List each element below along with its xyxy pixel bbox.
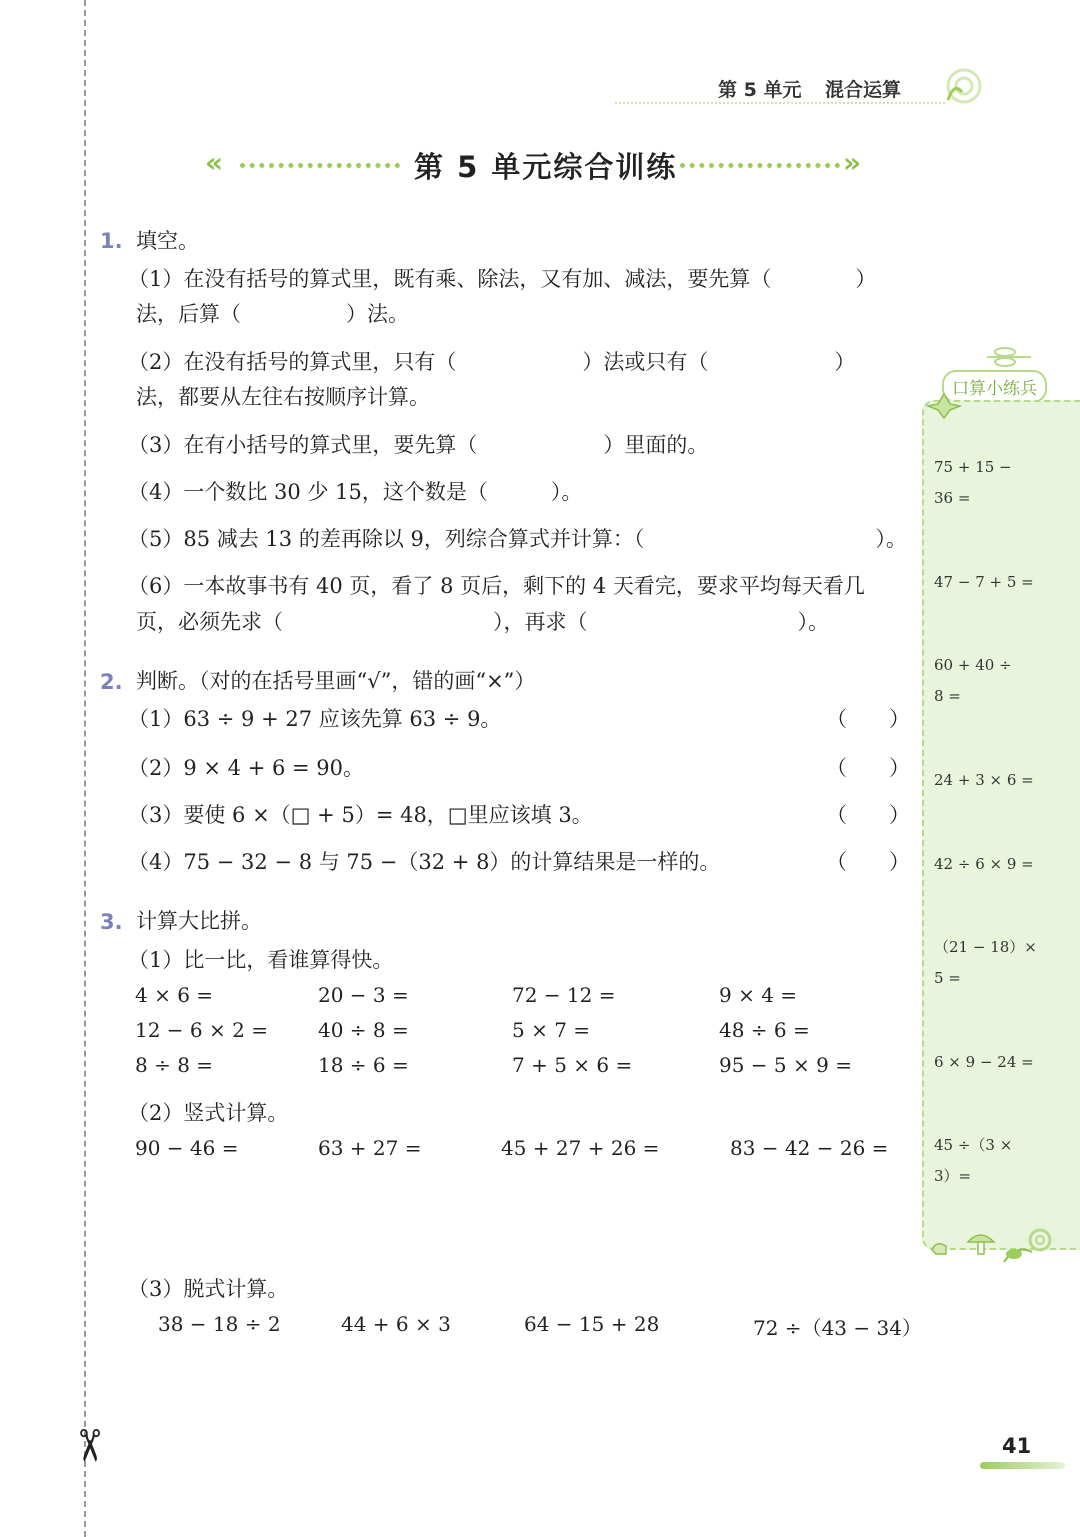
stepwise-problem: 72 ÷（43 − 34）	[753, 1316, 922, 1340]
stepwise-problem: 64 − 15 + 28	[524, 1312, 660, 1336]
q3-part2-label: （2）竖式计算。	[128, 1101, 289, 1125]
vertical-problem: 83 − 42 − 26 =	[730, 1136, 889, 1160]
q1-line: （4）一个数比 30 少 15，这个数是（ ）。	[128, 480, 583, 504]
sidebar-problem: 47 − 7 + 5 =	[934, 573, 1034, 591]
q2-answer-bracket[interactable]: （ ）	[826, 850, 910, 874]
oral-problem: 20 − 3 =	[318, 983, 409, 1007]
q2-answer-bracket[interactable]: （ ）	[826, 756, 910, 780]
q2-item: （4）75 − 32 − 8 与 75 −（32 + 8）的计算结果是一样的。	[128, 850, 721, 874]
oral-problem: 95 − 5 × 9 =	[719, 1053, 852, 1077]
q1-line: （1）在没有括号的算式里，既有乘、除法，又有加、减法，要先算（ ）	[128, 267, 877, 291]
header-underline	[615, 102, 945, 104]
sidebar-title: 口算小练兵	[942, 370, 1047, 403]
sidebar-problem: 75 + 15 −	[934, 458, 1012, 476]
q1-line: 法，都要从左往右按顺序计算。	[136, 385, 430, 409]
title-right-chevron-icon: »	[843, 146, 854, 179]
sidebar-problem: 8 =	[934, 687, 961, 705]
q3-part1-label: （1）比一比，看谁算得快。	[128, 948, 394, 972]
sidebar-problem: 5 =	[934, 969, 961, 987]
mushroom-vine-icon	[928, 1222, 1058, 1266]
q1-stem: 填空。	[136, 229, 199, 253]
leaf-decoration-icon	[940, 62, 984, 108]
vertical-problem: 45 + 27 + 26 =	[501, 1136, 660, 1160]
dragonfly-icon	[985, 345, 1035, 369]
q2-item: （3）要使 6 ×（□ + 5）= 48，□里应该填 3。	[128, 803, 593, 827]
sidebar-problem: 42 ÷ 6 × 9 =	[934, 855, 1034, 873]
q1-line: 页，必须先求（ ），再求（ ）。	[136, 610, 829, 634]
sidebar-panel	[922, 400, 1080, 1250]
oral-problem: 12 − 6 × 2 =	[135, 1018, 268, 1042]
title-right-dots	[680, 163, 840, 168]
q1-number: 1.	[100, 229, 123, 253]
vertical-problem: 90 − 46 =	[135, 1136, 239, 1160]
q2-item: （2）9 × 4 + 6 = 90。	[128, 756, 365, 780]
sidebar-problem: 36 =	[934, 489, 971, 507]
oral-problem: 40 ÷ 8 =	[318, 1018, 409, 1042]
oral-problem: 48 ÷ 6 =	[719, 1018, 810, 1042]
page-number-bar	[980, 1462, 1065, 1469]
sidebar-problem: （21 − 18）×	[934, 938, 1037, 956]
page-number: 41	[1002, 1434, 1032, 1458]
topic-label: 混合运算	[825, 79, 902, 101]
q3-number: 3.	[100, 910, 123, 934]
oral-problem: 8 ÷ 8 =	[135, 1053, 214, 1077]
oral-problem: 72 − 12 =	[512, 983, 616, 1007]
q1-line: （3）在有小括号的算式里，要先算（ ）里面的。	[128, 433, 709, 457]
sidebar-problem: 45 ÷（3 ×	[934, 1136, 1013, 1154]
q2-answer-bracket[interactable]: （ ）	[826, 707, 910, 731]
title-left-chevron-icon: «	[205, 146, 216, 179]
stepwise-problem: 44 + 6 × 3	[341, 1312, 451, 1336]
oral-problem: 9 × 4 =	[719, 983, 798, 1007]
vertical-problem: 63 + 27 =	[318, 1136, 422, 1160]
q3-part3-label: （3）脱式计算。	[128, 1277, 289, 1301]
sidebar-problem: 24 + 3 × 6 =	[934, 771, 1034, 789]
unit-label: 第 5 单元	[718, 79, 802, 101]
sidebar-problem: 3）=	[934, 1167, 972, 1185]
oral-problem: 18 ÷ 6 =	[318, 1053, 409, 1077]
oral-problem: 4 × 6 =	[135, 983, 214, 1007]
oral-problem: 7 + 5 × 6 =	[512, 1053, 633, 1077]
q2-answer-bracket[interactable]: （ ）	[826, 803, 910, 827]
scissors-icon: ✂	[62, 1427, 114, 1464]
q1-line: （2）在没有括号的算式里，只有（ ）法或只有（ ）	[128, 350, 856, 374]
q2-item: （1）63 ÷ 9 + 27 应该先算 63 ÷ 9。	[128, 707, 502, 731]
sidebar-problem: 6 × 9 − 24 =	[934, 1053, 1034, 1071]
q3-stem: 计算大比拼。	[136, 909, 262, 933]
q2-number: 2.	[100, 670, 123, 694]
leaf-icon	[926, 392, 962, 420]
q1-line: （6）一本故事书有 40 页，看了 8 页后，剩下的 4 天看完，要求平均每天看几	[128, 574, 865, 598]
q1-line: （5）85 减去 13 的差再除以 9，列综合算式并计算：（ ）。	[128, 527, 907, 551]
oral-problem: 5 × 7 =	[512, 1018, 591, 1042]
title-left-dots	[240, 163, 400, 168]
q2-stem: 判断。（对的在括号里画“√”，错的画“×”）	[136, 669, 536, 693]
cut-line	[84, 0, 86, 1537]
q1-line: 法，后算（ ）法。	[136, 302, 409, 326]
stepwise-problem: 38 − 18 ÷ 2	[158, 1312, 281, 1336]
sidebar-problem: 60 + 40 ÷	[934, 656, 1012, 674]
page-title: 第 5 单元综合训练	[414, 150, 678, 184]
